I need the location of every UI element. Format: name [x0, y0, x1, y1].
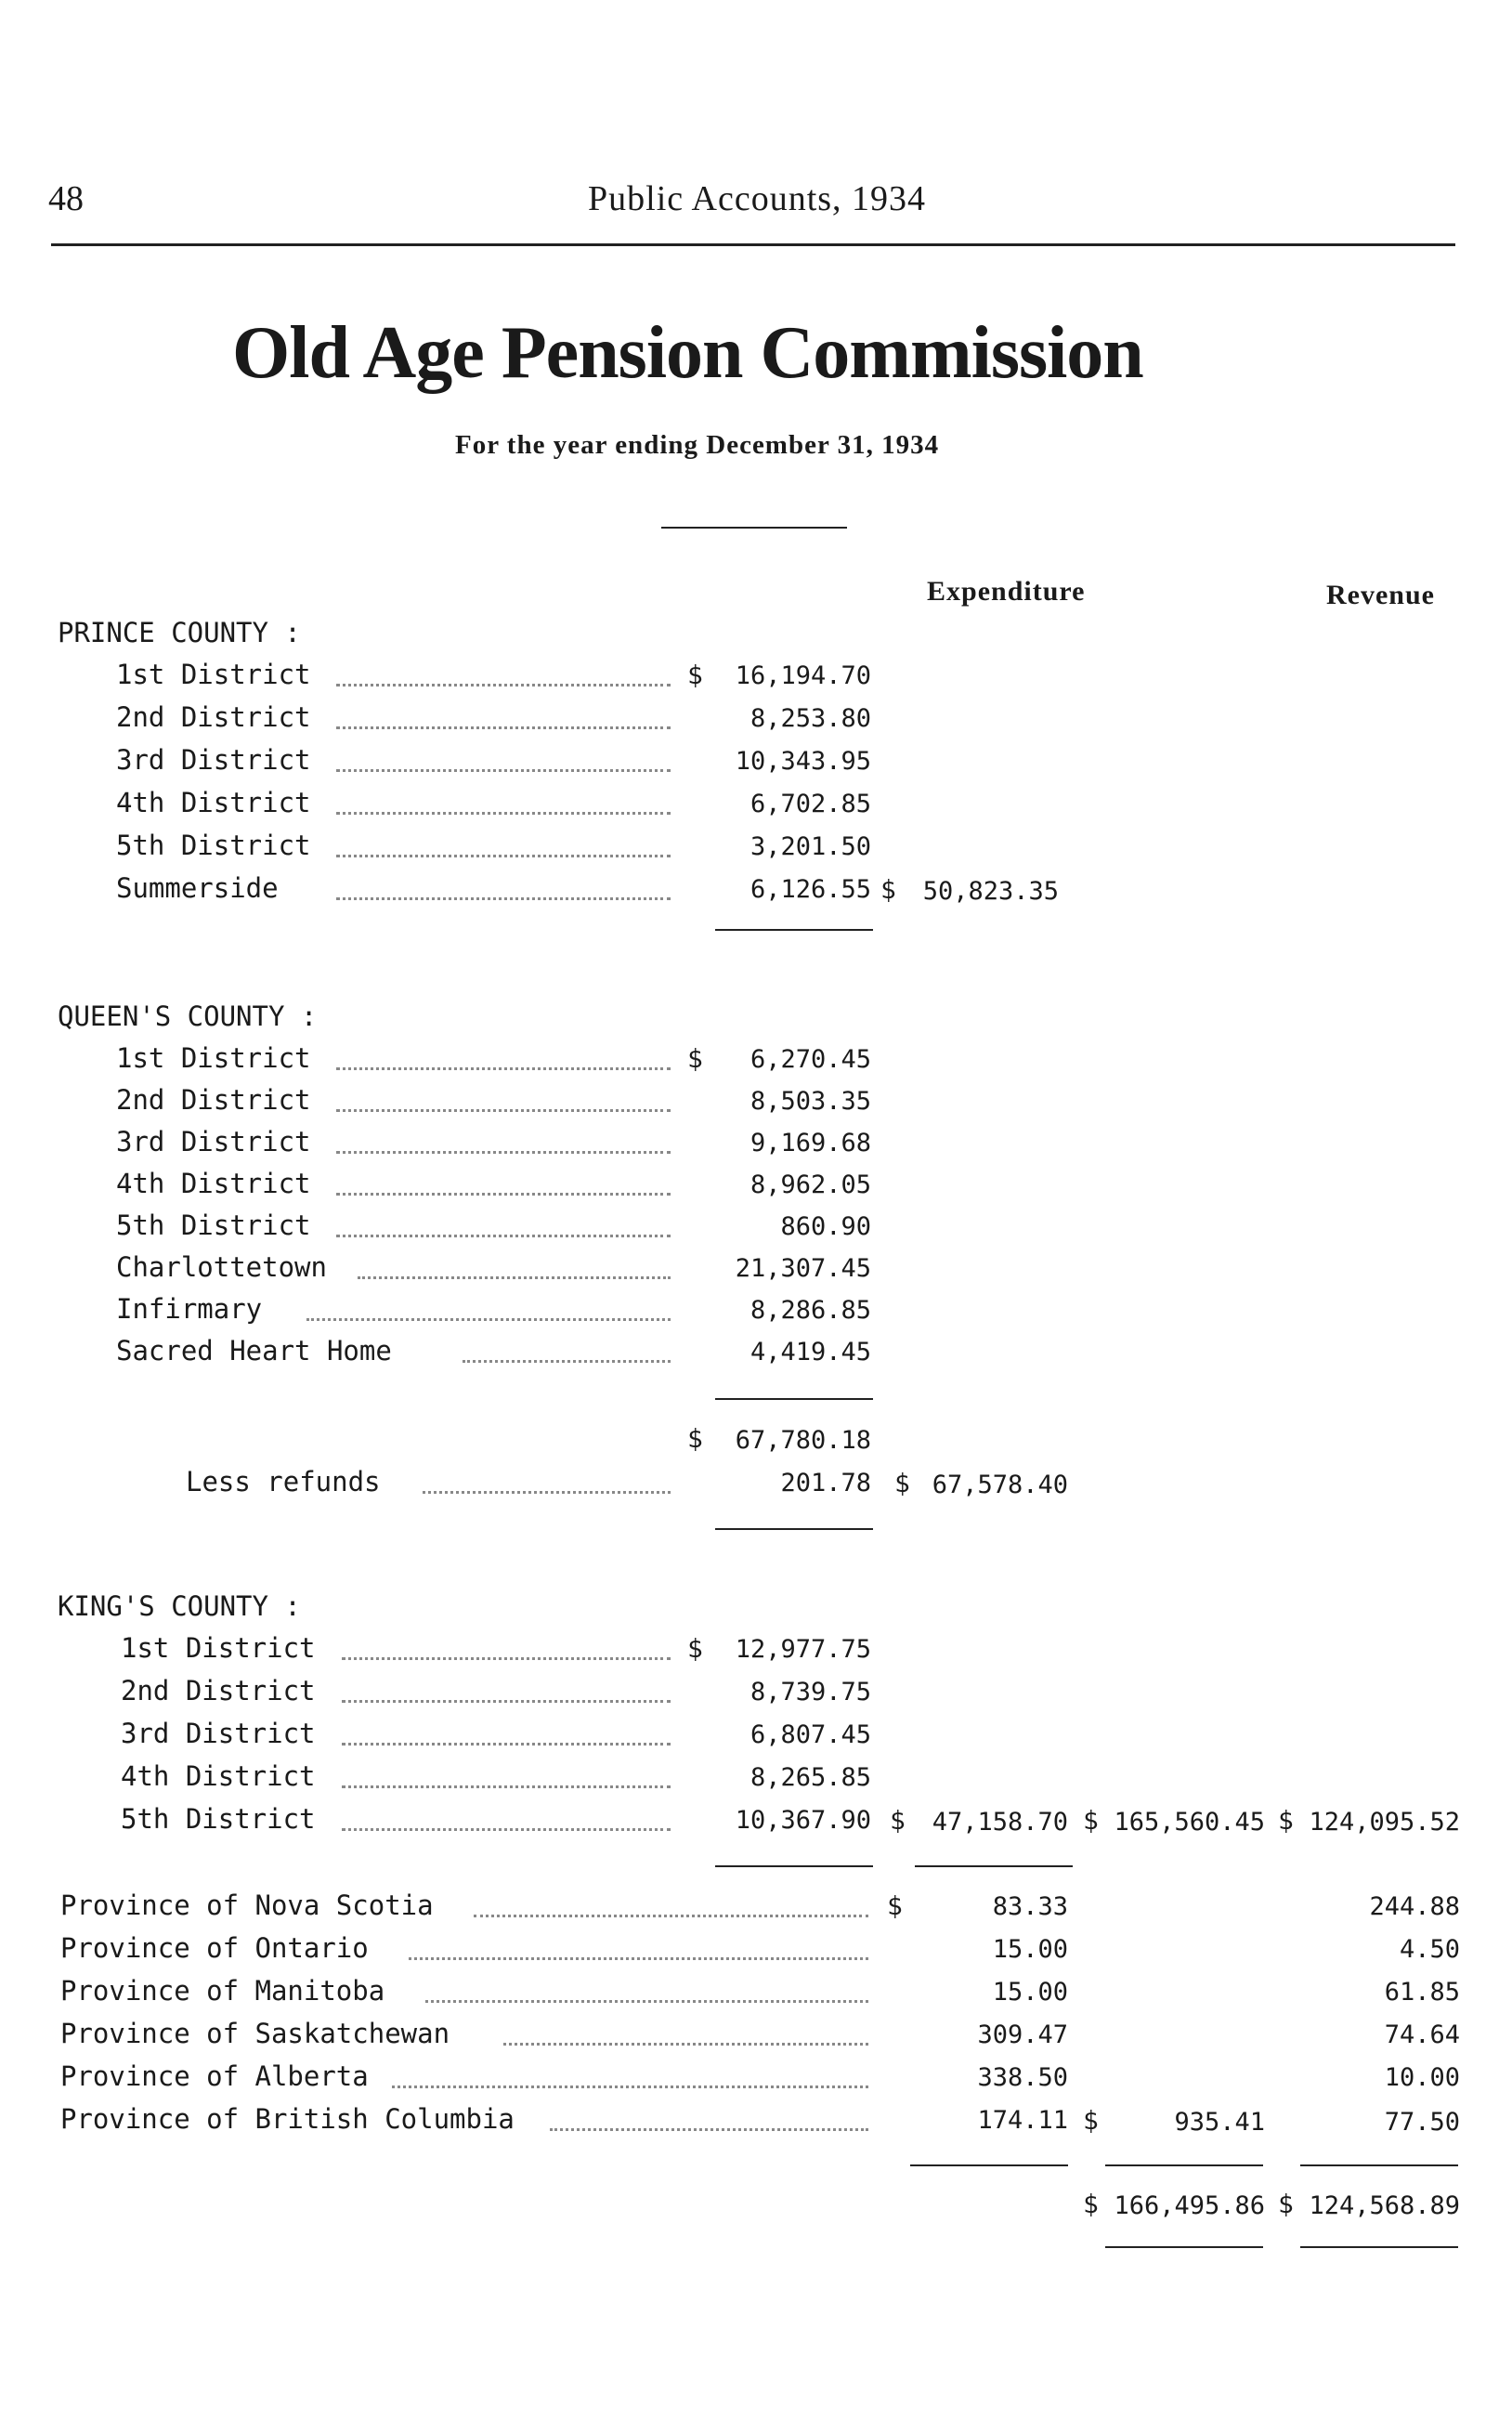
- island-total-revenue: 124,095.52: [1309, 1808, 1460, 1837]
- subtotal-rule: [715, 929, 873, 931]
- header-rule: [51, 243, 1455, 246]
- dollar-sign: $: [1083, 1805, 1099, 1836]
- kings-row-label: 2nd District: [121, 1675, 316, 1706]
- subtotal-rule: [1300, 2164, 1458, 2166]
- dot-leader: [336, 1190, 671, 1196]
- province-revenue: 74.64: [1384, 2020, 1460, 2049]
- dot-leader: [358, 1274, 671, 1279]
- queens-row-label: Infirmary: [116, 1293, 263, 1325]
- province-expenditure: 83.33: [992, 1892, 1068, 1921]
- subtotal-rule: [910, 2164, 1068, 2166]
- dot-leader: [423, 1488, 671, 1494]
- queens-row-amount: 4,419.45: [749, 1338, 871, 1366]
- prince-row-amount: 3,201.50: [749, 832, 871, 861]
- queens-total: 67,578.40: [932, 1471, 1068, 1499]
- kings-row-amount: 8,265.85: [749, 1763, 871, 1792]
- queens-row-amount: 21,307.45: [735, 1254, 871, 1283]
- queens-row-label: Charlottetown: [116, 1251, 327, 1283]
- prince-row-amount: 8,253.80: [749, 704, 871, 733]
- subtotal-rule: [1105, 2164, 1263, 2166]
- running-title: Public Accounts, 1934: [588, 179, 927, 218]
- dot-leader: [342, 1697, 671, 1703]
- prince-county-heading: PRINCE COUNTY :: [58, 617, 301, 648]
- island-total-expenditure: 165,560.45: [1114, 1808, 1265, 1837]
- province-row-label: Province of Ontario: [60, 1932, 369, 1964]
- province-revenue: 77.50: [1384, 2108, 1460, 2137]
- grand-total-revenue: 124,568.89: [1309, 2191, 1460, 2220]
- dollar-sign: $: [687, 1633, 703, 1664]
- kings-row-amount: 10,367.90: [735, 1806, 871, 1835]
- revenue-column-header: Revenue: [1326, 580, 1435, 610]
- dot-leader: [336, 1065, 671, 1070]
- dot-leader: [336, 724, 671, 729]
- province-expenditure: 174.11: [977, 2106, 1068, 2135]
- less-refunds-label: Less refunds: [186, 1466, 381, 1497]
- prince-row-label: 4th District: [116, 787, 311, 818]
- dollar-sign: $: [880, 874, 896, 905]
- province-revenue: 10.00: [1384, 2063, 1460, 2092]
- dot-leader: [550, 2125, 868, 2131]
- dollar-sign: $: [887, 1890, 903, 1921]
- province-expenditure: 15.00: [992, 1978, 1068, 2007]
- dollar-sign: $: [687, 1043, 703, 1074]
- queens-row-amount: 8,286.85: [749, 1296, 871, 1325]
- kings-row-label: 4th District: [121, 1760, 316, 1792]
- queens-row-amount: 6,270.45: [749, 1045, 871, 1074]
- dollar-sign: $: [1083, 2105, 1099, 2136]
- subtotal-rule: [715, 1398, 873, 1400]
- queens-row-label: 2nd District: [116, 1084, 311, 1116]
- dot-leader: [336, 681, 671, 686]
- province-revenue: 244.88: [1369, 1892, 1460, 1921]
- dot-leader: [336, 809, 671, 815]
- subtotal-rule: [715, 1528, 873, 1530]
- kings-row-amount: 8,739.75: [749, 1678, 871, 1706]
- expenditure-column-header: Expenditure: [927, 576, 1086, 607]
- province-row-label: Province of British Columbia: [60, 2103, 515, 2135]
- province-row-label: Province of Nova Scotia: [60, 1889, 434, 1921]
- queens-row-amount: 8,962.05: [749, 1170, 871, 1199]
- prince-row-amount: 16,194.70: [735, 661, 871, 690]
- dot-leader: [342, 1825, 671, 1831]
- grand-total-expenditure: 166,495.86: [1114, 2191, 1265, 2220]
- dot-leader: [425, 1997, 868, 2003]
- queens-row-label: 1st District: [116, 1042, 311, 1074]
- queens-refunds: 201.78: [780, 1469, 871, 1497]
- dot-leader: [336, 1148, 671, 1154]
- dot-leader: [392, 2083, 868, 2088]
- queens-row-label: 4th District: [116, 1168, 311, 1199]
- dot-leader: [474, 1912, 868, 1917]
- grand-total-rule: [1300, 2246, 1458, 2248]
- dot-leader: [336, 1106, 671, 1112]
- kings-total: 47,158.70: [932, 1808, 1068, 1837]
- dollar-sign: $: [1278, 1805, 1294, 1836]
- dot-leader: [342, 1740, 671, 1746]
- page-subtitle: For the year ending December 31, 1934: [455, 430, 940, 460]
- queens-row-amount: 8,503.35: [749, 1087, 871, 1116]
- queens-row-amount: 860.90: [780, 1212, 871, 1241]
- prince-row-amount: 6,702.85: [749, 790, 871, 818]
- dollar-sign: $: [1278, 2189, 1294, 2219]
- queens-county-heading: QUEEN'S COUNTY :: [58, 1000, 318, 1032]
- dot-leader: [409, 1955, 868, 1960]
- page-title: Old Age Pension Commission: [232, 312, 1143, 394]
- dollar-sign: $: [894, 1468, 910, 1498]
- grand-total-rule: [1105, 2246, 1263, 2248]
- prince-row-label: 5th District: [116, 830, 311, 861]
- queens-gross-total: 67,780.18: [735, 1426, 871, 1455]
- prince-row-label: 2nd District: [116, 701, 311, 733]
- queens-row-label: Sacred Heart Home: [116, 1335, 392, 1366]
- prince-row-label: 3rd District: [116, 744, 311, 776]
- province-revenue: 61.85: [1384, 1978, 1460, 2007]
- dot-leader: [336, 766, 671, 772]
- prince-row-label: Summerside: [116, 872, 279, 904]
- province-row-label: Province of Manitoba: [60, 1975, 385, 2007]
- prince-row-amount: 6,126.55: [749, 875, 871, 904]
- dot-leader: [503, 2040, 868, 2046]
- kings-row-label: 5th District: [121, 1803, 316, 1835]
- province-revenue: 4.50: [1399, 1935, 1460, 1964]
- provinces-total: 935.41: [1174, 2108, 1265, 2137]
- province-expenditure: 309.47: [977, 2020, 1068, 2049]
- dot-leader: [336, 895, 671, 900]
- queens-row-label: 5th District: [116, 1210, 311, 1241]
- province-row-label: Province of Saskatchewan: [60, 2018, 450, 2049]
- dollar-sign: $: [687, 660, 703, 690]
- subtotal-rule: [915, 1865, 1073, 1867]
- kings-county-heading: KING'S COUNTY :: [58, 1590, 301, 1622]
- kings-row-label: 3rd District: [121, 1718, 316, 1749]
- prince-row-label: 1st District: [116, 659, 311, 690]
- dot-leader: [342, 1783, 671, 1788]
- dot-leader: [342, 1654, 671, 1660]
- kings-row-label: 1st District: [121, 1632, 316, 1664]
- dollar-sign: $: [687, 1423, 703, 1454]
- prince-row-amount: 10,343.95: [735, 747, 871, 776]
- subtotal-rule: [715, 1865, 873, 1867]
- dollar-sign: $: [890, 1805, 906, 1836]
- dollar-sign: $: [1083, 2189, 1099, 2219]
- dot-leader: [463, 1357, 671, 1363]
- province-row-label: Province of Alberta: [60, 2060, 369, 2092]
- dot-leader: [336, 852, 671, 857]
- dot-leader: [336, 1232, 671, 1237]
- dot-leader: [306, 1315, 671, 1321]
- title-rule: [661, 527, 847, 529]
- province-expenditure: 338.50: [977, 2063, 1068, 2092]
- queens-row-label: 3rd District: [116, 1126, 311, 1157]
- page-number: 48: [48, 179, 84, 218]
- queens-row-amount: 9,169.68: [749, 1129, 871, 1157]
- province-expenditure: 15.00: [992, 1935, 1068, 1964]
- kings-row-amount: 12,977.75: [735, 1635, 871, 1664]
- prince-total: 50,823.35: [922, 877, 1059, 906]
- kings-row-amount: 6,807.45: [749, 1720, 871, 1749]
